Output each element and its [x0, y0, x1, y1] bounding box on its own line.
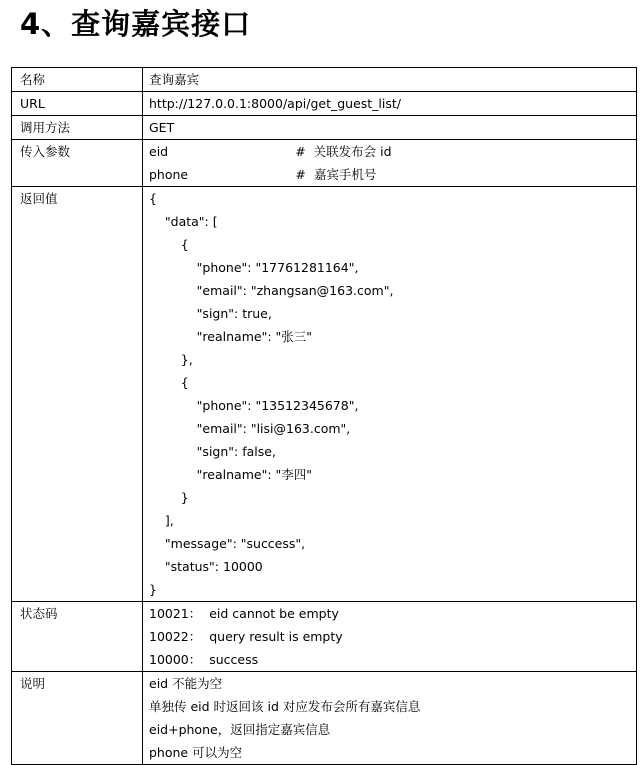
table-row — [12, 672, 637, 765]
code-line: "status": 10000 — [149, 559, 263, 574]
note-line: 单独传 eid 时返回该 id 对应发布会所有嘉宾信息 — [149, 699, 421, 714]
status-code-line: 10022： query result is empty — [149, 629, 343, 644]
row-value-returns — [143, 187, 637, 602]
code-line: "email": "lisi@163.com", — [149, 421, 351, 436]
table-row — [12, 116, 637, 140]
table-row — [12, 68, 637, 92]
row-value-method: GET — [143, 116, 637, 140]
code-line: "email": "zhangsan@163.com", — [149, 283, 394, 298]
table-row — [12, 187, 637, 602]
row-value-notes — [143, 672, 637, 765]
param-line: eid # 关联发布会 id — [149, 144, 392, 159]
row-value-url: http://127.0.0.1:8000/api/get_guest_list/ — [143, 92, 637, 116]
code-line: "phone": "13512345678", — [149, 398, 359, 413]
code-line: { — [149, 375, 189, 390]
param-line: phone # 嘉宾手机号 — [149, 167, 377, 182]
code-line: } — [149, 582, 157, 597]
code-line: "realname": "李四" — [149, 467, 313, 482]
note-line: eid+phone，返回指定嘉宾信息 — [149, 722, 331, 737]
row-value-params — [143, 140, 637, 187]
note-line: phone 可以为空 — [149, 745, 243, 760]
note-line: eid 不能为空 — [149, 676, 223, 691]
code-line: "phone": "17761281164", — [149, 260, 359, 275]
code-line: { — [149, 191, 157, 206]
row-label-url: URL — [12, 92, 143, 116]
table-row — [12, 140, 637, 187]
status-code-line: 10021： eid cannot be empty — [149, 606, 339, 621]
row-label-status-codes: 状态码 — [12, 602, 143, 672]
code-line: "data": [ — [149, 214, 218, 229]
code-line: ], — [149, 513, 174, 528]
status-code-line: 10000： success — [149, 652, 259, 667]
code-line: "sign": false, — [149, 444, 276, 459]
row-label-returns: 返回值 — [12, 187, 143, 602]
code-line: } — [149, 490, 189, 505]
table-row — [12, 602, 637, 672]
row-value-status-codes — [143, 602, 637, 672]
api-spec-table — [11, 67, 637, 765]
row-label-params: 传入参数 — [12, 140, 143, 187]
code-line: { — [149, 237, 189, 252]
table-row — [12, 92, 637, 116]
row-label-name: 名称 — [12, 68, 143, 92]
row-value-name: 查询嘉宾 — [143, 68, 637, 92]
row-label-notes: 说明 — [12, 672, 143, 765]
code-line: "realname": "张三" — [149, 329, 313, 344]
code-line: "sign": true, — [149, 306, 272, 321]
row-label-method: 调用方法 — [12, 116, 143, 140]
code-line: "message": "success", — [149, 536, 306, 551]
code-line: }, — [149, 352, 193, 367]
section-heading: 4、查询嘉宾接口 — [20, 7, 252, 41]
